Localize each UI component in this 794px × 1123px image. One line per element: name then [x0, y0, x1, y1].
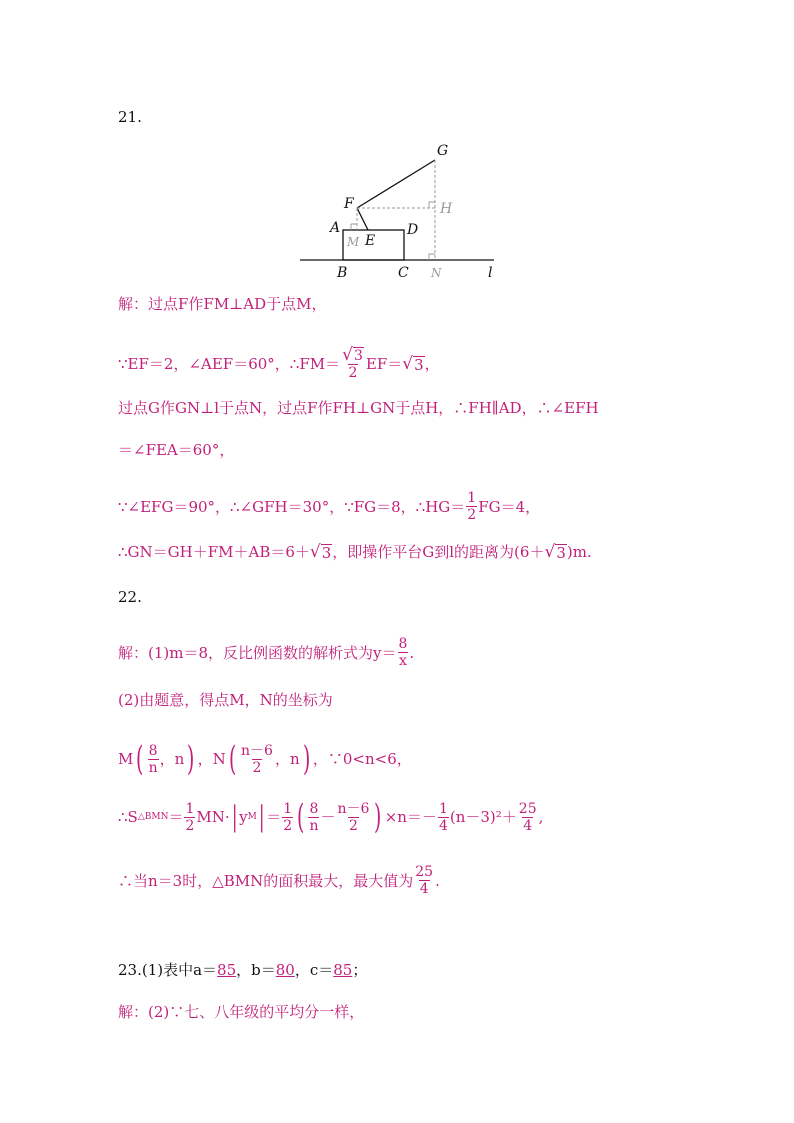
q22-solution-line-3: M ( $\frac{8}{n}$ ，n ) ，N ( $\frac{n-6}{2}$ ，n ) ，∵0<n<6，	[118, 739, 412, 779]
text: 解：(1)m＝8，反比例函数的解析式为y＝	[118, 643, 397, 662]
question-number: 22.	[118, 588, 142, 606]
text: ＝	[266, 808, 282, 826]
q21-solution-line-6: ∴GN＝GH＋FM＋AB＝6＋ √ 3 ，即操作平台G到l的距离为(6＋ √ 3 )m.	[118, 542, 592, 562]
geometry-figure	[290, 138, 505, 286]
denominator: n	[148, 759, 158, 776]
sqrt-value: 3	[321, 544, 332, 562]
label-g: G	[437, 143, 449, 159]
text: ，b＝	[236, 961, 276, 979]
label-l: l	[488, 265, 493, 281]
fraction	[398, 636, 409, 669]
text: ×n＝－	[384, 808, 437, 826]
sqrt-value: 3	[556, 544, 566, 562]
label-c: C	[398, 265, 409, 281]
fraction: √ 3 2	[342, 345, 363, 381]
text: ∴GN＝GH＋FM＋AB＝6＋	[118, 543, 310, 561]
text: ，n	[274, 750, 300, 768]
denominator: 2	[185, 817, 195, 834]
segment-ef	[357, 208, 368, 230]
numerator: 8	[148, 742, 158, 759]
text: ，∵0<n<6，	[312, 750, 412, 768]
denominator: 2	[348, 365, 358, 381]
text: .	[435, 871, 440, 890]
denominator: 4	[523, 817, 533, 834]
q22-solution-line-4: ∴S △BMN ＝ $\frac{1}{2}$ MN· | y M | ＝ $\frac{1}{2}$ ( $\frac{8}{n}$ － $\frac{n-6}{2}$ ) ×n＝－ $\frac{1}{4}$ (n－3)²＋ $\frac{25}{4}$ ,	[118, 797, 544, 837]
fraction	[518, 801, 538, 834]
text: )m.	[566, 543, 592, 561]
numerator: 25	[518, 800, 537, 817]
denominator: 2	[467, 507, 477, 523]
subscript: △BMN	[137, 812, 169, 822]
text: MN·	[196, 808, 230, 826]
numerator: 1	[283, 800, 293, 817]
text: ＝	[168, 808, 184, 826]
text: ，n	[159, 750, 185, 768]
label-b: B	[337, 265, 348, 281]
text: ∴S	[118, 808, 138, 826]
q22-solution-line-5	[118, 864, 440, 897]
text: ∵EF＝2，∠AEF＝60°，∴FM＝	[118, 354, 341, 373]
label-n: N	[431, 266, 442, 280]
q22-solution-line-2: (2)由题意，得点M，N的坐标为	[118, 691, 333, 709]
right-angle-m	[351, 224, 357, 230]
fraction	[438, 801, 449, 834]
question-number: 21.	[118, 108, 142, 126]
right-angle-h	[429, 202, 435, 208]
segment-fg	[357, 160, 435, 208]
label-h: H	[440, 201, 453, 217]
fraction	[414, 864, 434, 897]
denominator: 4	[438, 817, 448, 834]
answer-b: 80	[275, 961, 295, 979]
text: .	[409, 643, 415, 662]
q21-solution-line-4: ＝∠FEA＝60°，	[118, 441, 235, 459]
label-a: A	[330, 220, 341, 236]
numerator: 1	[185, 800, 195, 817]
denominator: 2	[349, 817, 358, 834]
text: M	[118, 750, 134, 768]
text: ,	[538, 808, 544, 826]
numerator: n－6	[337, 800, 370, 817]
fraction	[308, 801, 319, 834]
answer-a: 85	[217, 961, 237, 979]
text: EF＝	[365, 354, 403, 373]
q21-solution-line-2: ∵EF＝2，∠AEF＝60°，∴FM＝ √ 3 2 EF＝ √ 3 ，	[118, 345, 440, 381]
sqrt-value: 3	[414, 355, 424, 374]
denominator: x	[399, 653, 407, 669]
fraction	[282, 801, 293, 834]
q21-solution-line-5	[118, 490, 540, 523]
fraction	[466, 490, 477, 523]
sqrt-value: 3	[353, 348, 363, 364]
fraction	[184, 801, 195, 834]
fraction	[337, 801, 371, 834]
text: ，	[424, 354, 440, 373]
numerator: 8	[398, 636, 408, 652]
q22-solution-line-1	[118, 636, 414, 669]
q23-line-1	[118, 960, 367, 980]
text: (n－3)²＋	[449, 808, 517, 826]
text: ∵∠EFG＝90°，∴∠GFH＝30°，∵FG＝8，∴HG＝	[118, 497, 466, 516]
text: ，c＝	[294, 961, 334, 979]
text: ，即操作平台G到l的距离为(6＋	[332, 543, 545, 561]
q21-solution-line-1: 解：过点F作FM⊥AD于点M，	[118, 295, 327, 313]
text: FG＝4，	[478, 497, 541, 516]
text: ∴当n＝3时，△BMN的面积最大，最大值为	[118, 871, 414, 890]
numerator: 1	[467, 490, 477, 506]
label-f: F	[344, 196, 354, 212]
denominator: n	[309, 817, 319, 834]
q21-solution-line-3: 过点G作GN⊥l于点N，过点F作FH⊥GN于点H，∴FH∥AD，∴∠EFH	[118, 399, 599, 417]
numerator: 1	[438, 800, 448, 817]
numerator: n－6	[241, 742, 273, 759]
q23-solution-line-2: 解：(2)∵七、八年级的平均分一样，	[118, 1003, 365, 1021]
text: 23.(1)表中a＝	[118, 961, 218, 979]
label-d: D	[407, 222, 419, 238]
denominator: 2	[283, 817, 293, 834]
label-m: M	[347, 235, 360, 249]
text: y	[239, 808, 248, 826]
denominator: 2	[252, 759, 262, 776]
label-e: E	[365, 233, 376, 249]
text: ，N	[197, 750, 226, 768]
subscript: M	[247, 812, 257, 822]
answer-c: 85	[333, 961, 353, 979]
text: ；	[352, 961, 368, 979]
numerator: 25	[415, 864, 434, 880]
denominator: 4	[419, 881, 429, 897]
numerator: 8	[309, 800, 319, 817]
fraction	[240, 743, 274, 776]
text: －	[320, 808, 336, 826]
fraction	[148, 743, 159, 776]
right-angle-n	[429, 254, 435, 260]
